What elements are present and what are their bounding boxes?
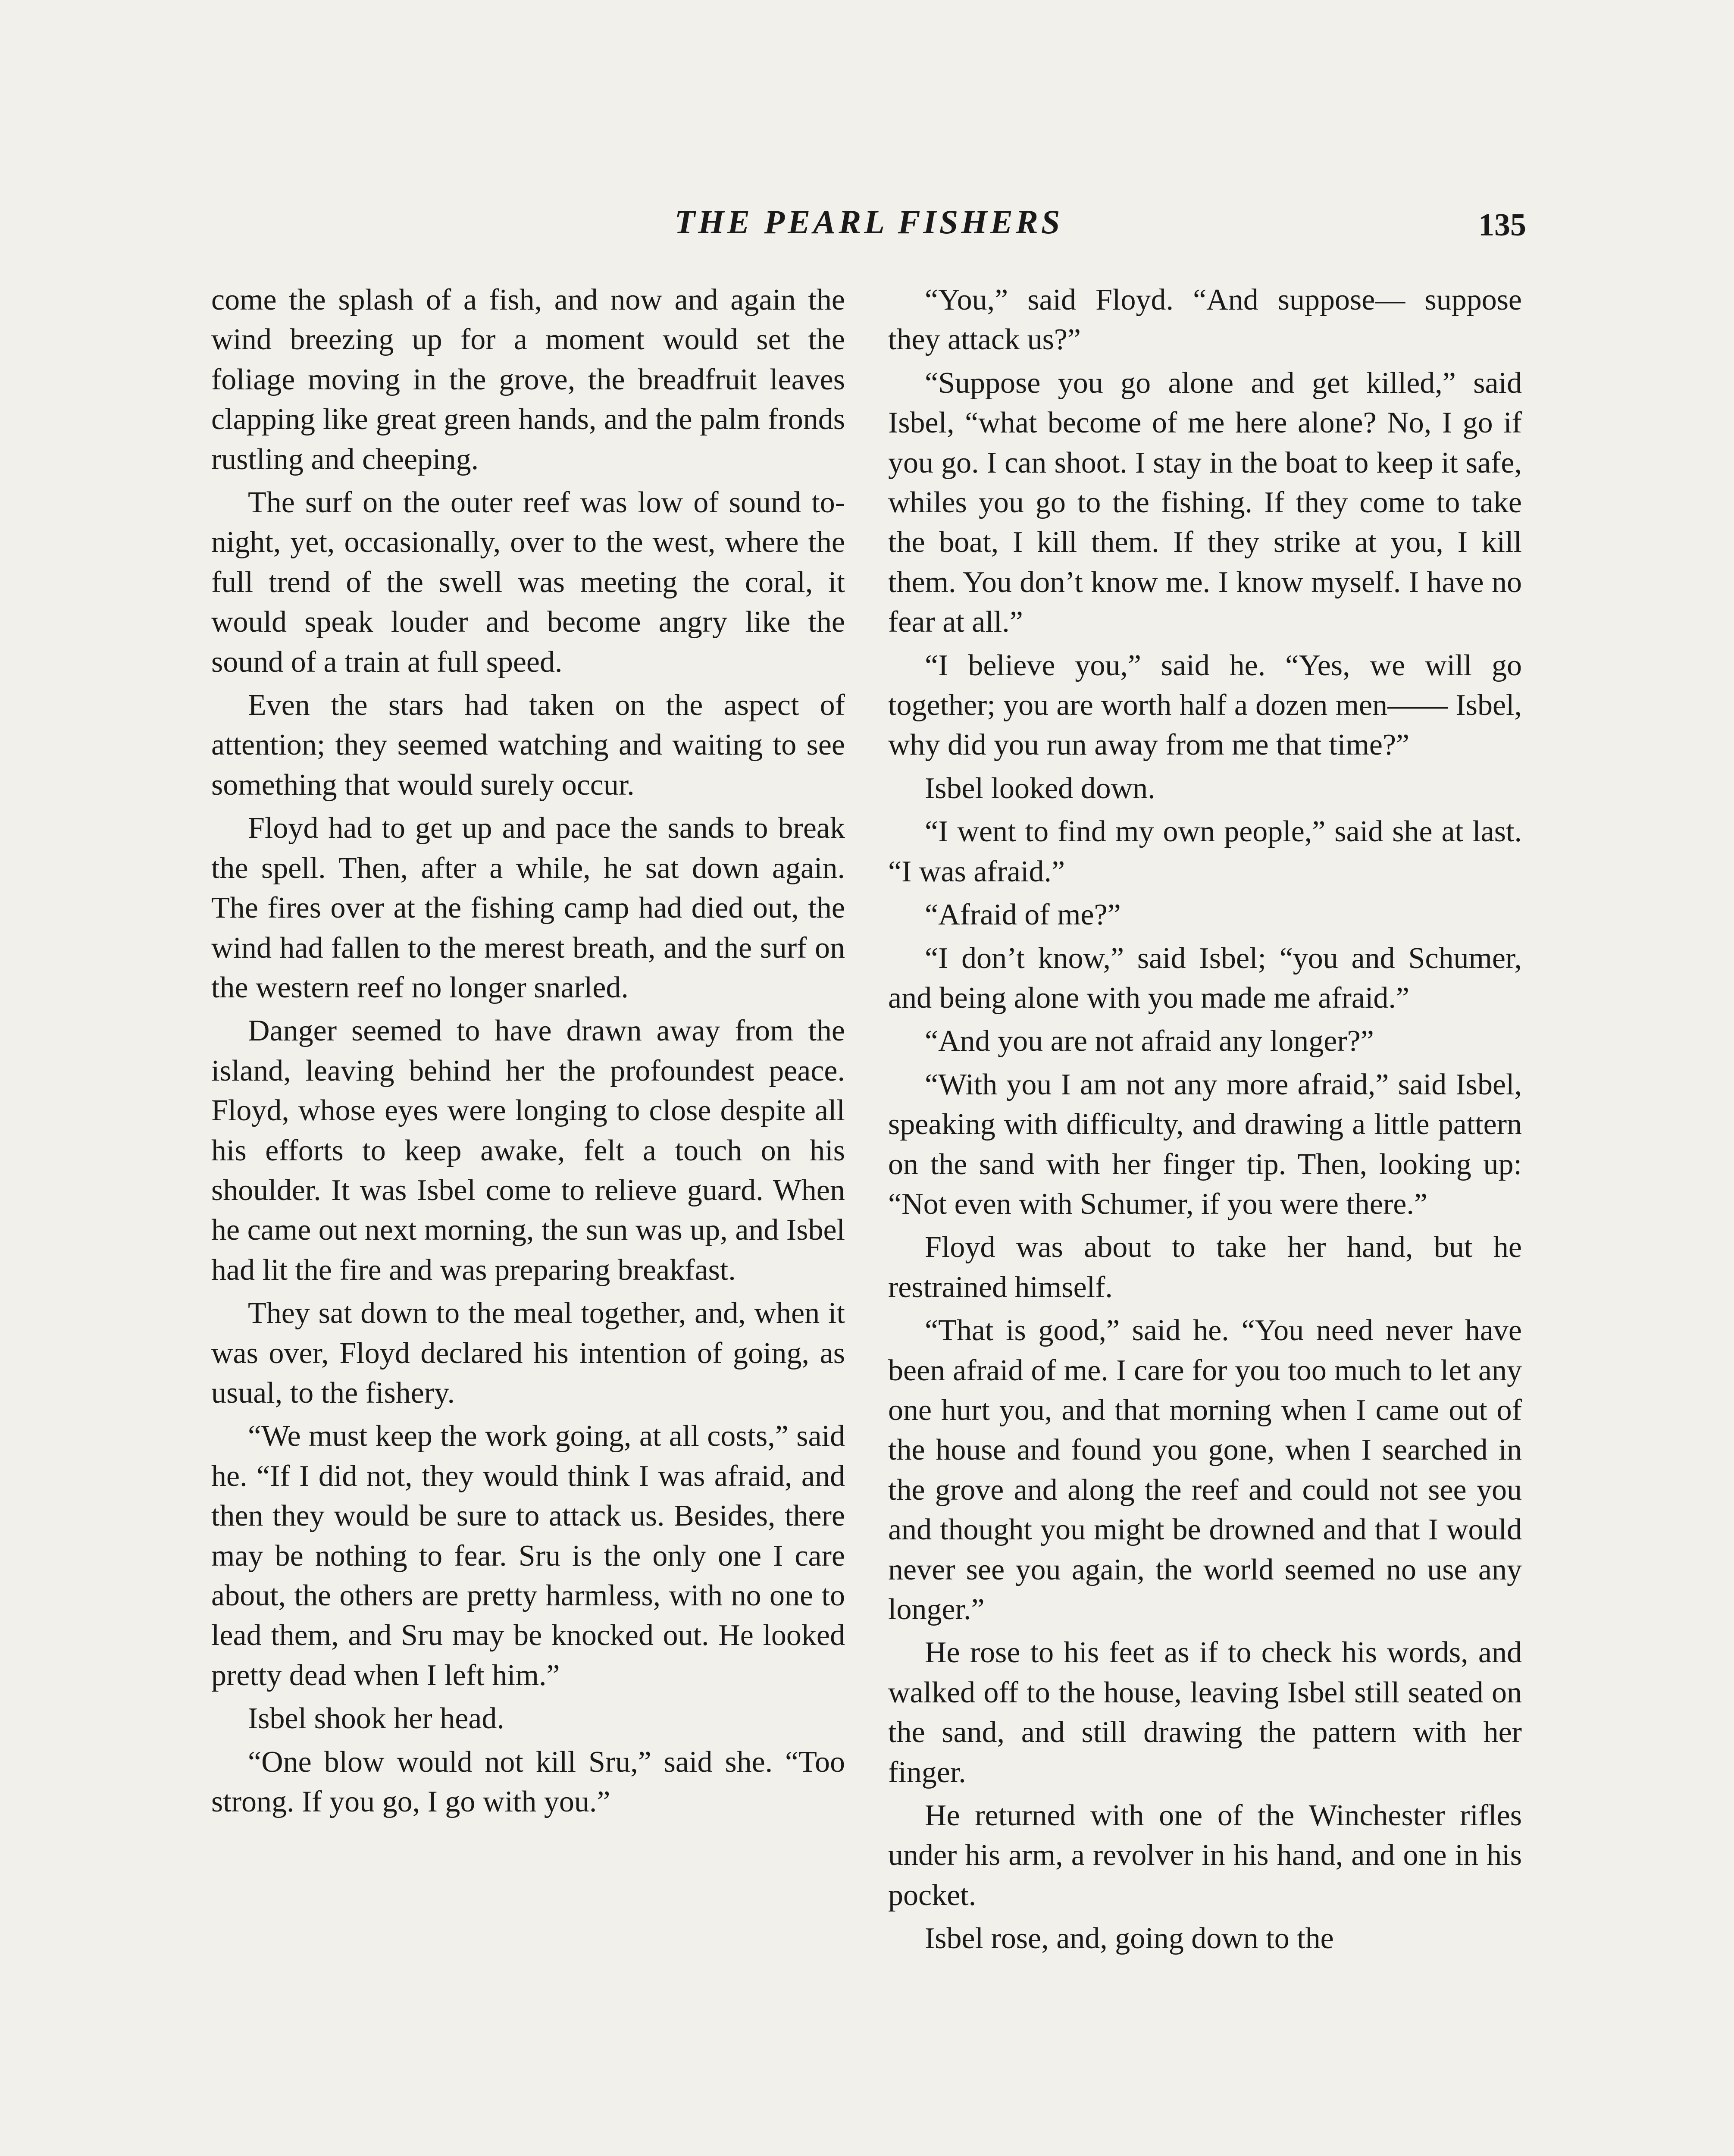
paragraph: Floyd was about to take her hand, but he restrained himself. xyxy=(888,1231,1522,1304)
paragraph: Isbel shook her head. xyxy=(248,1702,504,1736)
paragraph: Danger seemed to have drawn away from the island, leaving behind her the profoundest peace. Floyd, whose eyes were longing to close despite all his efforts to keep awake, felt a touch on his shoulder. It was Isbel come to relieve guard. When he came out next morning, the sun was up, and Isbel had lit the fire and was preparing breakfast. xyxy=(211,1014,845,1287)
running-title: THE PEARL FISHERS xyxy=(674,203,1063,241)
paragraph: “You,” said Floyd. “And suppose— suppose they attack us?” xyxy=(888,283,1522,357)
paragraph: The surf on the outer reef was low of sound to-night, yet, occasionally, over to the west, where the full trend of the swell was meeting the coral, it would speak louder and become angry like the sound of a train at full speed. xyxy=(211,486,845,679)
paragraph: “One blow would not kill Sru,” said she. “Too strong. If you go, I go with you.” xyxy=(211,1745,845,1819)
paragraph: Even the stars had taken on the aspect of attention; they seemed watching and waiting to see something that would surely occur. xyxy=(211,689,845,802)
paragraph: “We must keep the work going, at all costs,” said he. “If I did not, they would think I was afraid, and then they would be sure to attack us. Besides, there may be nothing to fear. Sru is the only one I care about, the others are pretty harmless, with no one to lead them, and Sru may be knocked out. He looked pretty dead when I left him.” xyxy=(211,1420,845,1692)
paragraph: “And you are not afraid any longer?” xyxy=(925,1025,1374,1058)
paragraph: Isbel looked down. xyxy=(925,771,1155,805)
page-number: 135 xyxy=(1478,207,1526,243)
paragraph: Floyd had to get up and pace the sands to break the spell. Then, after a while, he sat down again. The fires over at the fishing camp had died out, the wind had fallen to the merest breath, and the surf on the western reef no longer snarled. xyxy=(211,812,845,1004)
paragraph: Isbel rose, and, going down to the xyxy=(925,1922,1334,1955)
paragraph: “I went to find my own people,” said she at last. “I was afraid.” xyxy=(888,815,1522,888)
paragraph: They sat down to the meal together, and, when it was over, Floyd declared his intention of going, as usual, to the fishery. xyxy=(211,1297,845,1410)
paragraph: come the splash of a fish, and now and again the wind breezing up for a moment would set the foliage moving in the grove, the breadfruit leaves clapping like great green hands, and the palm fronds rustling and cheeping. xyxy=(211,283,845,476)
running-header xyxy=(211,203,1526,254)
paragraph: “That is good,” said he. “You need never have been afraid of me. I care for you too much to let any one hurt you, and that morning when I came out of the house and found you gone, when I searched in the grove and along the reef and could not see you and thought you might be drowned and that I would never see you again, the world seemed no use any longer.” xyxy=(888,1314,1522,1626)
paragraph: He rose to his feet as if to check his words, and walked off to the house, leaving Isbel still seated on the sand, and still drawing the pattern with her finger. xyxy=(888,1636,1522,1789)
right-column xyxy=(888,280,1522,1962)
paragraph: “Suppose you go alone and get killed,” said Isbel, “what become of me here alone? No, I go if you go. I can shoot. I stay in the boat to keep it safe, whiles you go to the fishing. If they come to take the boat, I kill them. If they strike at you, I kill them. You don’t know me. I know myself. I have no fear at all.” xyxy=(888,366,1522,639)
paragraph: “I believe you,” said he. “Yes, we will go together; you are worth half a dozen men—— Isbel, why did you run away from me that time?” xyxy=(888,649,1522,762)
paragraph: He returned with one of the Winchester rifles under his arm, a revolver in his hand, and one in his pocket. xyxy=(888,1799,1522,1912)
paragraph: “I don’t know,” said Isbel; “you and Schumer, and being alone with you made me afraid.” xyxy=(888,941,1522,1015)
paragraph: “Afraid of me?” xyxy=(925,898,1121,932)
paragraph: “With you I am not any more afraid,” said Isbel, speaking with difficulty, and drawing a little pattern on the sand with her finger tip. Then, looking up: “Not even with Schumer, if you were there.” xyxy=(888,1068,1522,1221)
left-column xyxy=(211,280,845,1825)
